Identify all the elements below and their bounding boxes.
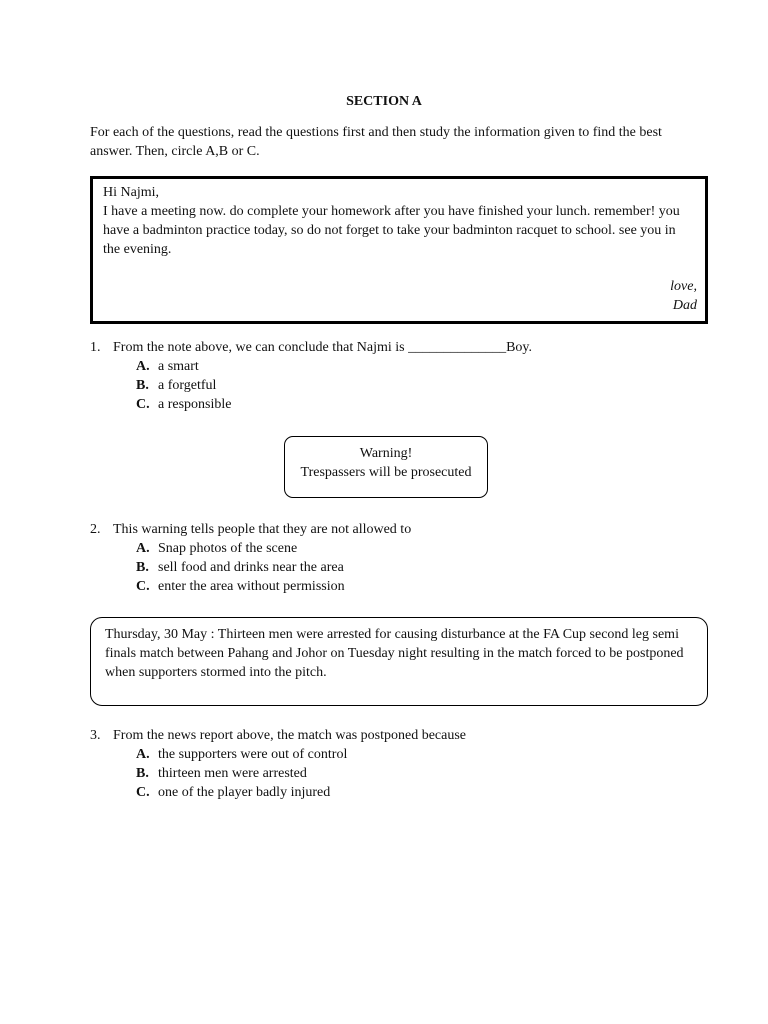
option-letter: A. xyxy=(136,541,150,556)
note-box xyxy=(90,176,708,324)
question-text: From the note above, we can conclude that Najmi is ______________Boy. xyxy=(113,340,533,355)
option-a[interactable] xyxy=(90,539,710,558)
option-b[interactable] xyxy=(90,376,710,395)
option-letter: B. xyxy=(136,378,149,393)
option-text: enter the area without permission xyxy=(158,579,345,594)
option-text: Snap photos of the scene xyxy=(158,541,298,556)
question-1 xyxy=(90,338,710,414)
question-stem xyxy=(90,338,710,357)
option-a[interactable] xyxy=(90,745,710,764)
question-number: 2. xyxy=(90,522,101,537)
question-2 xyxy=(90,520,710,596)
option-b[interactable] xyxy=(90,764,710,783)
option-letter: A. xyxy=(136,747,150,762)
option-c[interactable] xyxy=(90,577,710,596)
instructions: For each of the questions, read the questions first and then study the information given to find the best answer. Then, circle A,B or C. xyxy=(90,125,662,159)
question-stem xyxy=(90,520,710,539)
option-b[interactable] xyxy=(90,558,710,577)
option-c[interactable] xyxy=(90,395,710,414)
option-text: thirteen men were arrested xyxy=(158,766,307,781)
option-text: sell food and drinks near the area xyxy=(158,560,344,575)
warning-title: Warning! xyxy=(359,446,413,461)
option-letter: A. xyxy=(136,359,150,374)
note-greeting: Hi Najmi, xyxy=(103,185,159,200)
option-letter: C. xyxy=(136,579,150,594)
section-title: SECTION A xyxy=(346,94,422,109)
question-number: 3. xyxy=(90,728,101,743)
option-text: the supporters were out of control xyxy=(158,747,348,762)
news-report-box xyxy=(90,617,708,706)
option-text: a forgetful xyxy=(158,378,217,393)
question-number: 1. xyxy=(90,340,101,355)
option-c[interactable] xyxy=(90,783,710,802)
option-a[interactable] xyxy=(90,357,710,376)
option-letter: B. xyxy=(136,766,149,781)
warning-message: Trespassers will be prosecuted xyxy=(300,465,472,480)
note-closing-signature: Dad xyxy=(672,298,697,313)
warning-sign-box xyxy=(284,436,488,498)
option-text: a responsible xyxy=(158,397,232,412)
note-body: I have a meeting now. do complete your homework after you have finished your lunch. remember! you have a badminton practice today, so do not forget to take your badminton racquet to school. see you in the evening. xyxy=(103,204,680,257)
question-text: From the news report above, the match was postponed because xyxy=(113,728,467,743)
option-text: one of the player badly injured xyxy=(158,785,331,800)
question-text: This warning tells people that they are not allowed to xyxy=(113,522,412,537)
option-letter: B. xyxy=(136,560,149,575)
note-closing-love: love, xyxy=(670,279,697,294)
note-closing xyxy=(670,277,697,315)
option-text: a smart xyxy=(158,359,199,374)
news-report-text: Thursday, 30 May : Thirteen men were arrested for causing disturbance at the FA Cup second leg semi finals match between Pahang and Johor on Tuesday night resulting in the match forced to be postponed when supporters stormed into the pitch. xyxy=(105,627,684,680)
option-letter: C. xyxy=(136,785,150,800)
question-3 xyxy=(90,726,710,802)
option-letter: C. xyxy=(136,397,150,412)
question-stem xyxy=(90,726,710,745)
